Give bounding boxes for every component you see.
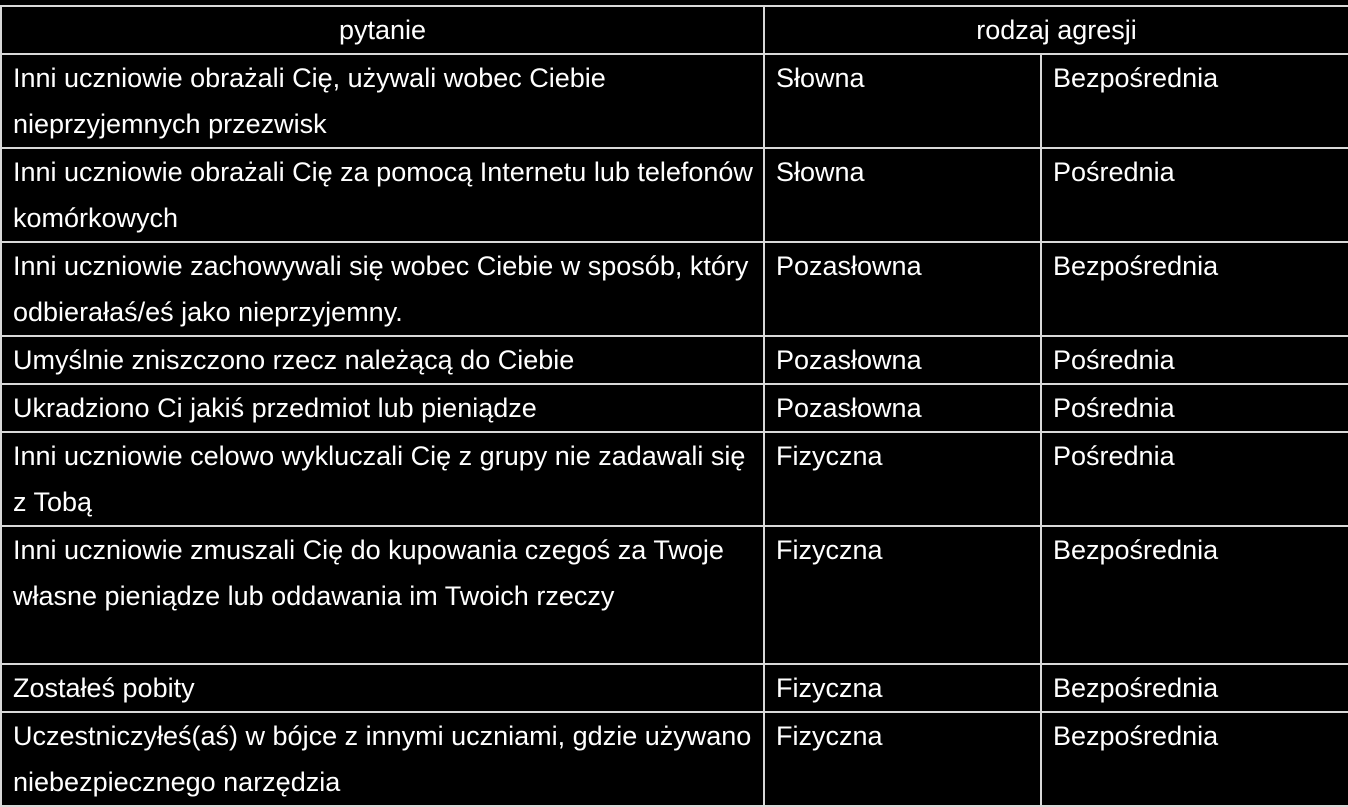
- aggression-form-cell: Fizyczna: [764, 664, 1041, 712]
- aggression-mode-cell: Bezpośrednia: [1041, 242, 1348, 336]
- aggression-form-cell: Fizyczna: [764, 712, 1041, 806]
- table-row: [1, 148, 1348, 242]
- aggression-mode-cell: Bezpośrednia: [1041, 54, 1348, 148]
- question-cell: Uczestniczyłeś(aś) w bójce z innymi uczniami, gdzie używano niebezpiecznego narzędzia: [1, 712, 764, 806]
- aggression-mode-cell: Pośrednia: [1041, 432, 1348, 526]
- aggression-form-cell: Fizyczna: [764, 526, 1041, 664]
- aggression-form-cell: Słowna: [764, 148, 1041, 242]
- question-cell: Zostałeś pobity: [1, 664, 764, 712]
- aggression-form-cell: Fizyczna: [764, 432, 1041, 526]
- header-row: [1, 6, 1348, 54]
- aggression-form-cell: Pozasłowna: [764, 384, 1041, 432]
- question-cell: Inni uczniowie zachowywali się wobec Ciebie w sposób, który odbierałaś/eś jako nieprzyjemny.: [1, 242, 764, 336]
- question-cell: Inni uczniowie obrażali Cię, używali wobec Ciebie nieprzyjemnych przezwisk: [1, 54, 764, 148]
- table-row: [1, 54, 1348, 148]
- aggression-form-cell: Pozasłowna: [764, 242, 1041, 336]
- aggression-form-cell: Pozasłowna: [764, 336, 1041, 384]
- table-row: [1, 336, 1348, 384]
- aggression-mode-cell: Pośrednia: [1041, 148, 1348, 242]
- question-cell: Inni uczniowie zmuszali Cię do kupowania czegoś za Twoje własne pieniądze lub oddawania im Twoich rzeczy: [1, 526, 764, 664]
- table-row: [1, 384, 1348, 432]
- aggression-form-cell: Słowna: [764, 54, 1041, 148]
- question-cell: Inni uczniowie obrażali Cię za pomocą Internetu lub telefonów komórkowych: [1, 148, 764, 242]
- aggression-mode-cell: Bezpośrednia: [1041, 712, 1348, 806]
- table-row: [1, 242, 1348, 336]
- header-aggression-type: rodzaj agresji: [764, 6, 1348, 54]
- table-row: [1, 664, 1348, 712]
- table-row: [1, 712, 1348, 806]
- question-cell: Ukradziono Ci jakiś przedmiot lub pieniądze: [1, 384, 764, 432]
- aggression-mode-cell: Bezpośrednia: [1041, 664, 1348, 712]
- aggression-mode-cell: Bezpośrednia: [1041, 526, 1348, 664]
- aggression-mode-cell: Pośrednia: [1041, 336, 1348, 384]
- table-row: [1, 526, 1348, 664]
- aggression-mode-cell: Pośrednia: [1041, 384, 1348, 432]
- question-cell: Umyślnie zniszczono rzecz należącą do Ciebie: [1, 336, 764, 384]
- table-row: [1, 432, 1348, 526]
- question-cell: Inni uczniowie celowo wykluczali Cię z grupy nie zadawali się z Tobą: [1, 432, 764, 526]
- aggression-table: [0, 5, 1348, 807]
- header-question: pytanie: [1, 6, 764, 54]
